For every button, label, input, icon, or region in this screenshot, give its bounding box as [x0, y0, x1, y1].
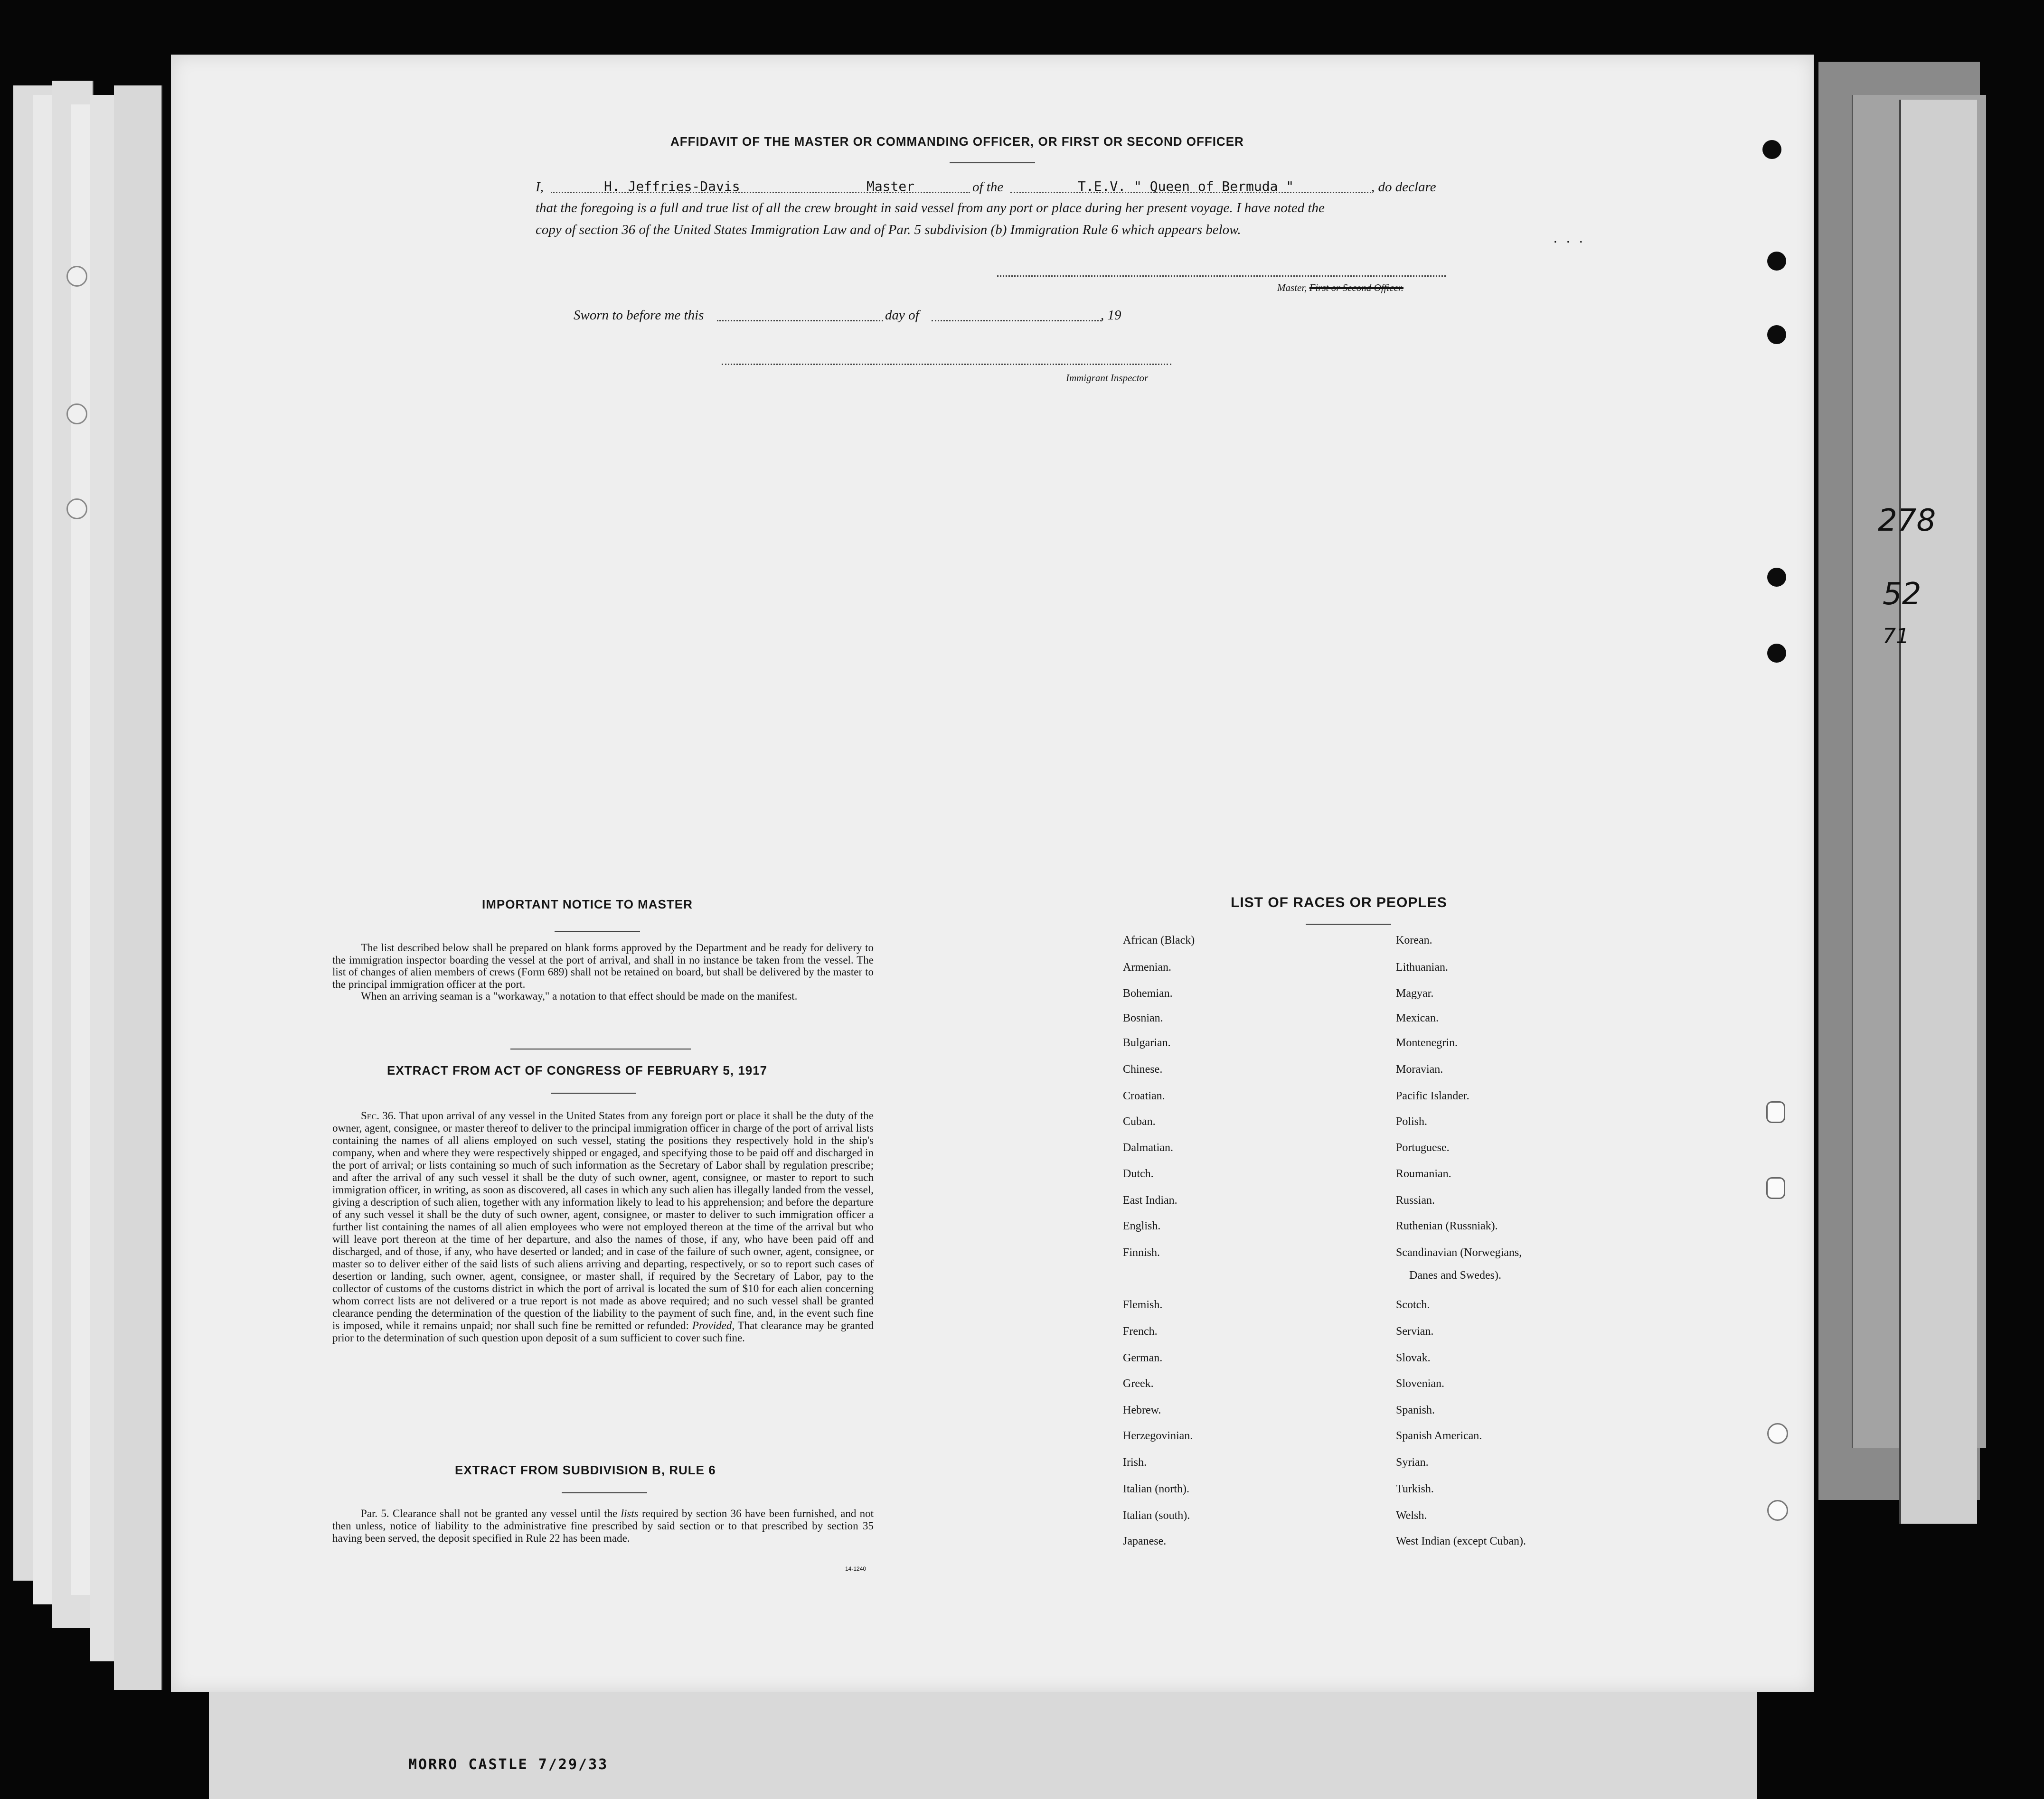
section-label: Sec. [361, 1110, 379, 1122]
race-item: Servian. [1396, 1325, 1434, 1338]
provided-word: Provided, [692, 1320, 735, 1331]
races-title: LIST OF RACES OR PEOPLES [1231, 895, 1447, 910]
punch-hole-icon [1767, 1500, 1788, 1521]
do-declare-label: , do declare [1371, 179, 1436, 195]
race-item-continued: Danes and Swedes). [1409, 1269, 1501, 1282]
underlying-sheet [209, 1690, 1757, 1799]
race-item: Bulgarian. [1123, 1037, 1171, 1049]
act-text: 36. That upon arrival of any vessel in the United States from any foreign port or place it shall be the duty of the owner, agent, consignee, or master thereof to deliver to the principal immigration officer in charge of the port of arrival lists containing the names of all aliens employed on such vessel, stating the positions they respectively hold in the ship's company, when and where they were respectively shipped or engaged, and specifying those to be paid off and discharged in the port of arrival; or lists containing so much of such information as the Secretary of Labor shall by regulation prescribe; and after the arrival of any such vessel it shall be the duty of such owner, agent, consignee, or master to report to such immigration officer, in writing, as soon as discovered, all cases in which any such alien has illegally landed from the vessel, giving a description of such alien, together with any information likely to lead to his apprehension; and before the departure of any such vessel it shall be the duty of such owner, agent, consignee, or master to deliver to such immigration officer a further list containing the names of all alien employees who were not employed thereon at the time of the arrival but who will leave port thereon at the time of her departure, and also the names of those, if any, who have been paid off and discharged, and of those, if any, who have deserted or landed; and in case of the failure of such owner, agent, consignee, or master so to deliver either of the said lists of such aliens arriving and departing, respectively, or so to report such cases of desertion or landing, such owner, agent, consignee, or master shall, if required by the Secretary of Labor, pay to the collector of customs of the customs district in which the port of arrival is located the sum of $10 for each alien concerning whom correct lists are not delivered or a true report is not made as above required; and no such vessel shall be granted clearance pending the determination of the question of the liability to the payment of such fine, and, in the event such fine is imposed, while it remains unpaid; nor shall such fine be remitted or refunded: [332, 1110, 874, 1331]
race-item: Irish. [1123, 1456, 1147, 1469]
title-rule [562, 1492, 647, 1493]
day-of-label: day of [885, 308, 919, 323]
race-item: Dalmatian. [1123, 1142, 1173, 1154]
inspector-signature-line [722, 364, 1171, 365]
rule-extract-title: EXTRACT FROM SUBDIVISION B, RULE 6 [455, 1463, 716, 1477]
race-item: Magyar. [1396, 987, 1434, 1000]
race-item: Cuban. [1123, 1115, 1156, 1128]
race-item: Pacific Islander. [1396, 1090, 1469, 1102]
bottom-stamp: MORRO CASTLE 7/29/33 [408, 1756, 609, 1773]
notice-paragraph: When an arriving seaman is a "workaway," a notation to that effect should be made on the manifest. [361, 990, 798, 1002]
race-item: Welsh. [1396, 1509, 1427, 1522]
race-item: East Indian. [1123, 1194, 1177, 1207]
signature-line [997, 275, 1446, 277]
punch-hole-icon [1767, 644, 1786, 663]
race-item: Chinese. [1123, 1063, 1163, 1076]
punch-hole-icon [1767, 252, 1786, 271]
notice-title: IMPORTANT NOTICE TO MASTER [482, 897, 693, 911]
race-item: Flemish. [1123, 1299, 1163, 1311]
race-item: Armenian. [1123, 961, 1171, 974]
race-item: Spanish. [1396, 1404, 1435, 1416]
master-rank: Master [867, 178, 915, 194]
rule-extract-body [332, 1508, 874, 1545]
race-item: Slovenian. [1396, 1377, 1444, 1390]
punch-hole-icon [66, 498, 87, 519]
race-item: Montenegrin. [1396, 1037, 1458, 1049]
race-item: Polish. [1396, 1115, 1428, 1128]
act-extract-body [332, 1110, 874, 1344]
race-item: Finnish. [1123, 1246, 1160, 1259]
race-item: Italian (south). [1123, 1509, 1190, 1522]
race-item: Syrian. [1396, 1456, 1429, 1469]
act-extract-title: EXTRACT FROM ACT OF CONGRESS OF FEBRUARY 5, 1917 [387, 1063, 768, 1078]
sworn-day-line [717, 320, 883, 321]
race-item: Lithuanian. [1396, 961, 1448, 974]
race-item: English. [1123, 1220, 1161, 1232]
affidavit-line-2: that the foregoing is a full and true list of all the crew brought in said vessel from any port or place during her present voyage. I have noted the [536, 200, 1325, 216]
race-item: Dutch. [1123, 1168, 1154, 1180]
lists-word: lists [621, 1508, 639, 1519]
title-rule [1306, 924, 1391, 925]
race-item: Italian (north). [1123, 1483, 1189, 1495]
race-item: Bohemian. [1123, 987, 1173, 1000]
margin-dots: . . . [1554, 230, 1586, 246]
race-item: Japanese. [1123, 1535, 1167, 1547]
punch-hole-icon [1766, 1101, 1785, 1123]
margin-note: 71 [1883, 624, 1909, 648]
race-item: Russian. [1396, 1194, 1435, 1207]
year-label: , 19 [1101, 308, 1121, 323]
race-item: Herzegovinian. [1123, 1430, 1193, 1442]
affidavit-i-label: I, [536, 179, 544, 195]
race-item: German. [1123, 1352, 1163, 1364]
race-item: Mexican. [1396, 1012, 1439, 1024]
sworn-label: Sworn to before me this [574, 308, 704, 323]
punch-hole-icon [1767, 1423, 1788, 1444]
race-item: Bosnian. [1123, 1012, 1163, 1024]
race-item: Greek. [1123, 1377, 1154, 1390]
race-item: French. [1123, 1325, 1158, 1338]
of-the-label: of the [972, 179, 1004, 195]
affidavit-title: AFFIDAVIT OF THE MASTER OR COMMANDING OFFICER, OR FIRST OR SECOND OFFICER [670, 134, 1244, 149]
race-item: Scotch. [1396, 1299, 1430, 1311]
race-item: Turkish. [1396, 1483, 1434, 1495]
punch-hole-icon [1767, 325, 1786, 344]
rule-text-b: required by section 36 have been furnished, and not then unless, notice of liability to the administrative fine prescribed by said section or to that prescribed by section 35 having been served, the deposit specified in Rule 22 has been made. [332, 1508, 874, 1544]
punch-hole-icon [1762, 140, 1781, 159]
punch-hole-icon [66, 403, 87, 424]
race-item: Korean. [1396, 934, 1432, 946]
signature-caption: Master, First or Second Officer. [1277, 282, 1403, 293]
race-item: Portuguese. [1396, 1142, 1450, 1154]
race-item: African (Black) [1123, 934, 1195, 946]
struck-officer-text: First or Second Officer. [1309, 282, 1403, 293]
race-item: Slovak. [1396, 1352, 1431, 1364]
race-item: Hebrew. [1123, 1404, 1161, 1416]
margin-note: 52 [1883, 577, 1922, 612]
punch-hole-icon [66, 266, 87, 287]
title-rule [555, 931, 640, 932]
notice-body [332, 942, 874, 1003]
vessel-name: T.E.V. " Queen of Bermuda " [1078, 178, 1294, 194]
race-item: Moravian. [1396, 1063, 1443, 1076]
rule-text-a: Par. 5. Clearance shall not be granted any vessel until the [361, 1508, 618, 1519]
race-item: Roumanian. [1396, 1168, 1451, 1180]
race-item: Ruthenian (Russniak). [1396, 1220, 1498, 1232]
race-item: Croatian. [1123, 1090, 1165, 1102]
race-item: West Indian (except Cuban). [1396, 1535, 1526, 1547]
punch-hole-icon [1766, 1177, 1785, 1199]
inspector-label: Immigrant Inspector [1066, 372, 1149, 384]
race-item: Scandinavian (Norwegians, [1396, 1246, 1522, 1259]
title-rule [950, 162, 1035, 163]
notice-paragraph: The list described below shall be prepared on blank forms approved by the Department and be ready for delivery to the immigration inspector boarding the vessel at the port of arrival, and shall in no instance be taken from the vessel. The list of changes of alien members of crews (Form 689) shall not be retained on board, but shall be delivered by the master to the principal immigration officer at the port. [332, 942, 874, 990]
margin-note: 278 [1878, 503, 1936, 538]
master-name: H. Jeffries-Davis [604, 178, 740, 194]
act-text-end: That clearance may be granted prior to the determination of such question upon deposit of a sum sufficient to cover such fine. [332, 1320, 874, 1344]
affidavit-line-3: copy of section 36 of the United States Immigration Law and of Par. 5 subdivision (b) Immigration Rule 6 which appears below. [536, 222, 1241, 237]
manifest-page [171, 55, 1814, 1692]
folder-tab [1899, 100, 1977, 1524]
stacked-page-edge [114, 85, 162, 1690]
form-number: 14-1240 [845, 1565, 867, 1572]
title-rule [551, 1093, 636, 1094]
punch-hole-icon [1767, 568, 1786, 587]
race-item: Spanish American. [1396, 1430, 1482, 1442]
sworn-month-line [932, 320, 1102, 321]
